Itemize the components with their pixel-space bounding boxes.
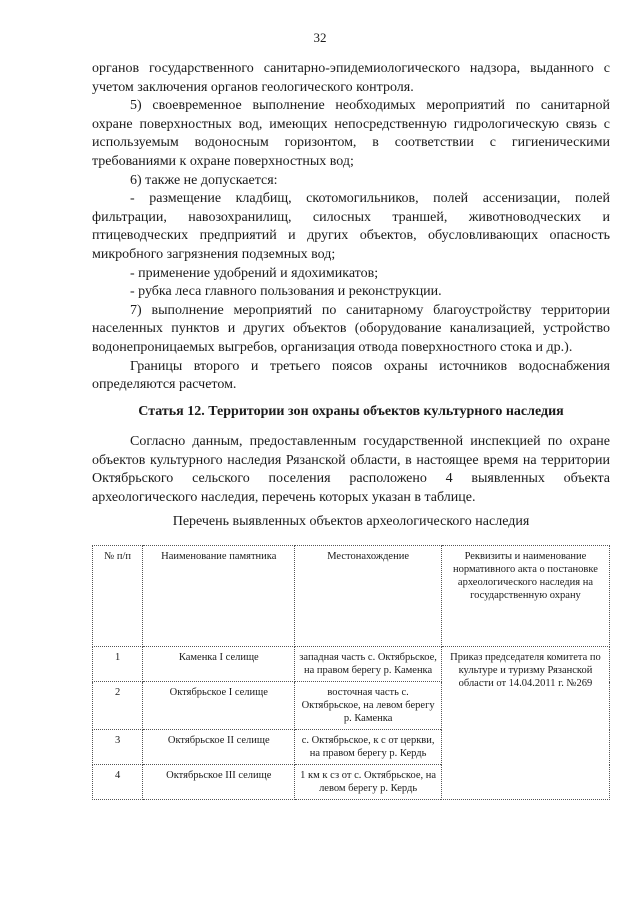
list-item: - применение удобрений и ядохимикатов; — [130, 265, 379, 281]
cell-name: Октябрьское I селище — [143, 682, 295, 730]
body-text — [92, 60, 610, 395]
header-name: Наименование памятника — [143, 546, 295, 647]
list-item: - размещение кладбищ, скотомогильников, полей ассенизации, полей фильтрации, навозохранилищ, силосных траншей, животноводческих и птицеводческих предприятий и других объектов, обусловливающих опасность микробного загрязнения подземных вод; — [92, 191, 610, 262]
cell-name: Каменка I селище — [143, 647, 295, 682]
paragraph: органов государственного санитарно-эпидемиологического надзора, выданного с учетом заключения органов геологического контроля. — [92, 61, 610, 95]
table-header-row — [93, 546, 610, 647]
table-caption: Перечень выявленных объектов археологического наследия — [172, 514, 530, 529]
paragraph: 7) выполнение мероприятий по санитарному благоустройству территории населенных пунктов и других объектов (оборудование канализацией, устройство водонепроницаемых выгребов, организация отвода поверхностного стока и др.). — [92, 302, 610, 355]
paragraph: Границы второго и третьего поясов охраны источников водоснабжения определяются расчетом. — [92, 358, 610, 393]
cell-location: с. Октябрьское, к с от церкви, на правом берегу р. Кердь — [295, 730, 442, 765]
header-num: № п/п — [93, 546, 143, 647]
cell-location: 1 км к сз от с. Октябрьское, на левом берегу р. Кердь — [295, 765, 442, 800]
cell-location: западная часть с. Октябрьское, на правом берегу р. Каменка — [295, 647, 442, 682]
cell-location: восточная часть с. Октябрьское, на левом берегу р. Каменка — [295, 682, 442, 730]
cell-name: Октябрьское II селище — [143, 730, 295, 765]
list-item: - рубка леса главного пользования и реконструкции. — [130, 284, 442, 300]
cell-name: Октябрьское III селище — [143, 765, 295, 800]
intro-paragraph: Согласно данным, предоставленным государственной инспекцией по охране объектов культурного наследия Рязанской области, в настоящее время на территории Октябрьского сельского поселения расположено 4 выявленных объекта археологического наследия, перечень которых указан в таблице. — [92, 434, 610, 505]
paragraph: 6) также не допускается: — [130, 172, 278, 188]
table-row — [93, 647, 610, 682]
heritage-table — [92, 545, 610, 800]
header-requisites: Реквизиты и наименование нормативного акта о постановке археологического наследия на государственную охрану — [441, 546, 609, 647]
cell-requisites: Приказ председателя комитета по культуре и туризму Рязанской области от 14.04.2011 г. №269 — [441, 647, 609, 800]
page-number: 32 — [313, 30, 327, 45]
cell-num: 2 — [93, 682, 143, 730]
header-location: Местонахождение — [295, 546, 442, 647]
cell-num: 3 — [93, 730, 143, 765]
cell-num: 1 — [93, 647, 143, 682]
paragraph: 5) своевременное выполнение необходимых мероприятий по санитарной охране поверхностных вод, имеющих непосредственную гидрологическую связь с используемым водоносным горизонтом, в соответствии с гигиеническими требованиями к охране поверхностных вод; — [92, 98, 610, 169]
section-heading: Статья 12. Территории зон охраны объектов культурного наследия — [138, 404, 564, 419]
cell-num: 4 — [93, 765, 143, 800]
